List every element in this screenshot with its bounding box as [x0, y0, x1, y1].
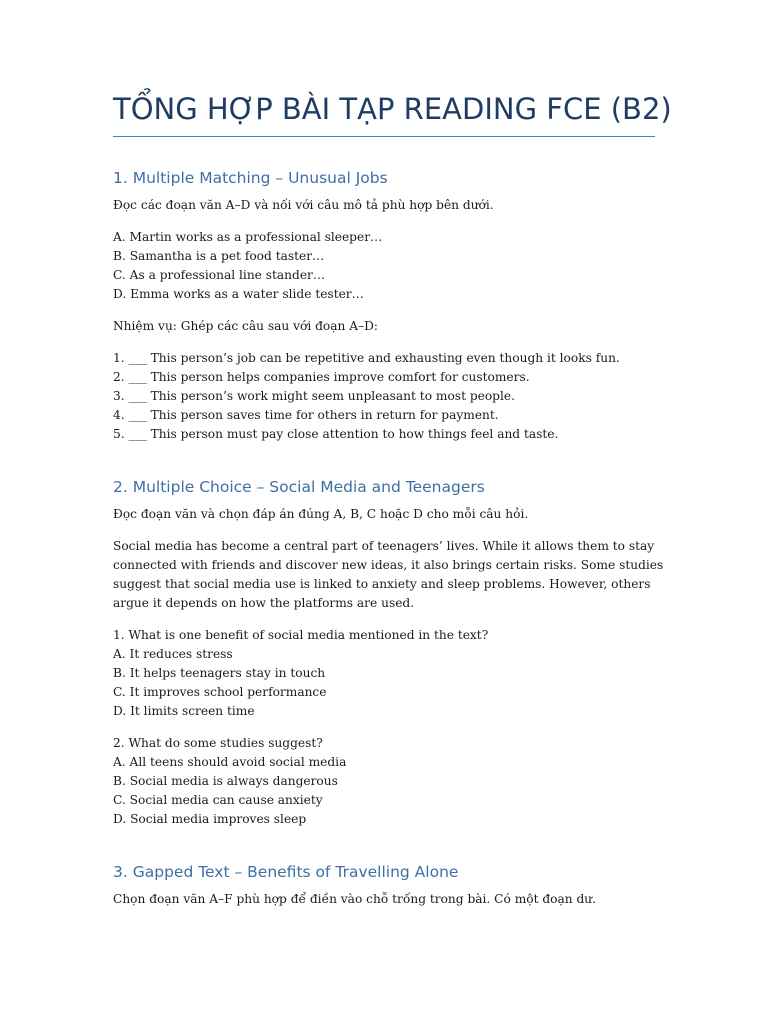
option-a: A. Martin works as a professional sleeper…	[113, 230, 383, 244]
document-title: TỔNG HỢP BÀI TẠP READING FCE (B2)	[113, 92, 672, 126]
question-1-answer-a: A. It reduces stress	[113, 647, 233, 661]
section-1-instruction: Đọc các đoạn văn A–D và nối với câu mô tả phù hợp bên dưới.	[113, 198, 494, 212]
passage-line-4: argue it depends on how the platforms are used.	[113, 596, 415, 610]
matching-item-4: 4. ___ This person saves time for others in return for payment.	[113, 408, 499, 422]
question-2-answer-b: B. Social media is always dangerous	[113, 774, 338, 788]
question-2-text: 2. What do some studies suggest?	[113, 736, 323, 750]
section-3-heading: 3. Gapped Text – Benefits of Travelling Alone	[113, 863, 459, 881]
passage-line-3: suggest that social media use is linked to anxiety and sleep problems. However, others	[113, 577, 651, 591]
matching-item-2: 2. ___ This person helps companies improve comfort for customers.	[113, 370, 530, 384]
document-body	[113, 92, 672, 909]
section-1-items	[113, 349, 655, 444]
matching-item-5: 5. ___ This person must pay close attention to how things feel and taste.	[113, 427, 559, 441]
section-multiple-matching	[113, 169, 655, 444]
question-2	[113, 734, 655, 829]
section-gapped-text	[113, 863, 655, 909]
passage-line-2: connected with friends and discover new ideas, it also brings certain risks. Some studies	[113, 558, 664, 572]
option-d: D. Emma works as a water slide tester…	[113, 287, 364, 301]
question-1	[113, 626, 655, 721]
passage-line-1: Social media has become a central part of teenagers’ lives. While it allows them to stay	[113, 539, 655, 553]
question-1-answer-b: B. It helps teenagers stay in touch	[113, 666, 326, 680]
option-b: B. Samantha is a pet food taster…	[113, 249, 325, 263]
question-2-answer-c: C. Social media can cause anxiety	[113, 793, 323, 807]
section-2-instruction: Đọc đoạn văn và chọn đáp án đúng A, B, C hoặc D cho mỗi câu hỏi.	[113, 507, 529, 521]
question-2-answer-a: A. All teens should avoid social media	[113, 755, 347, 769]
option-c: C. As a professional line stander…	[113, 268, 326, 282]
title-underline	[113, 136, 655, 137]
matching-item-3: 3. ___ This person’s work might seem unpleasant to most people.	[113, 389, 515, 403]
section-1-task: Nhiệm vụ: Ghép các câu sau với đoạn A–D:	[113, 319, 378, 333]
matching-item-1: 1. ___ This person’s job can be repetitive and exhausting even though it looks fun.	[113, 351, 620, 365]
section-multiple-choice	[113, 478, 664, 829]
question-1-text: 1. What is one benefit of social media mentioned in the text?	[113, 628, 489, 642]
question-1-answer-c: C. It improves school performance	[113, 685, 327, 699]
reading-passage	[113, 537, 664, 613]
question-1-answer-d: D. It limits screen time	[113, 704, 255, 718]
section-3-instruction: Chọn đoạn văn A–F phù hợp để điền vào chỗ trống trong bài. Có một đoạn dư.	[113, 892, 597, 906]
question-2-answer-d: D. Social media improves sleep	[113, 812, 307, 826]
section-2-heading: 2. Multiple Choice – Social Media and Teenagers	[113, 478, 485, 496]
section-1-options	[113, 228, 655, 304]
section-1-heading: 1. Multiple Matching – Unusual Jobs	[113, 169, 388, 187]
